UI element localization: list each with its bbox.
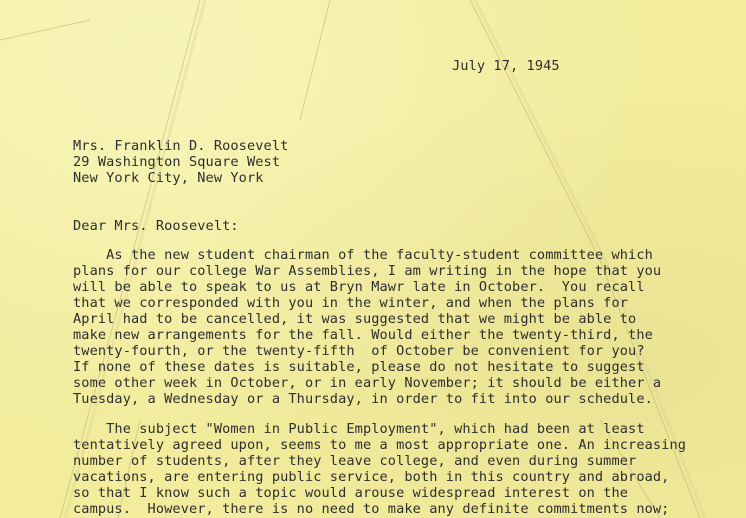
body-line: some other week in October, or in early November; it should be either a — [73, 375, 662, 391]
body-line: vacations, are entering public service, both in this country and abroad, — [73, 469, 670, 485]
body-line: If none of these dates is suitable, please do not hesitate to suggest — [73, 359, 645, 375]
body-line: The subject "Women in Public Employment", which had been at least — [73, 421, 645, 437]
salutation: Dear Mrs. Roosevelt: — [73, 218, 239, 234]
letter-date: July 17, 1945 — [452, 58, 560, 74]
address-line-1: Mrs. Franklin D. Roosevelt — [73, 138, 289, 154]
body-line: make new arrangements for the fall. Would either the twenty-third, the — [73, 327, 653, 343]
body-line: plans for our college War Assemblies, I am writing in the hope that you — [73, 263, 662, 279]
address-line-3: New York City, New York — [73, 170, 264, 186]
body-line: twenty-fourth, or the twenty-fifth of October be convenient for you? — [73, 343, 645, 359]
body-line: will be able to speak to us at Bryn Mawr late in October. You recall — [73, 279, 645, 295]
body-line: Tuesday, a Wednesday or a Thursday, in order to fit into our schedule. — [73, 391, 653, 407]
address-line-2: 29 Washington Square West — [73, 154, 281, 170]
body-line: As the new student chairman of the faculty-student committee which — [73, 247, 653, 263]
body-line: campus. However, there is no need to make any definite commitments now; — [73, 501, 670, 517]
body-line: April had to be cancelled, it was suggested that we might be able to — [73, 311, 637, 327]
body-line: that we corresponded with you in the winter, and when the plans for — [73, 295, 629, 311]
body-line: number of students, after they leave college, and even during summer — [73, 453, 637, 469]
body-line: tentatively agreed upon, seems to me a most appropriate one. An increasing — [73, 437, 687, 453]
body-line: so that I know such a topic would arouse widespread interest on the — [73, 485, 629, 501]
